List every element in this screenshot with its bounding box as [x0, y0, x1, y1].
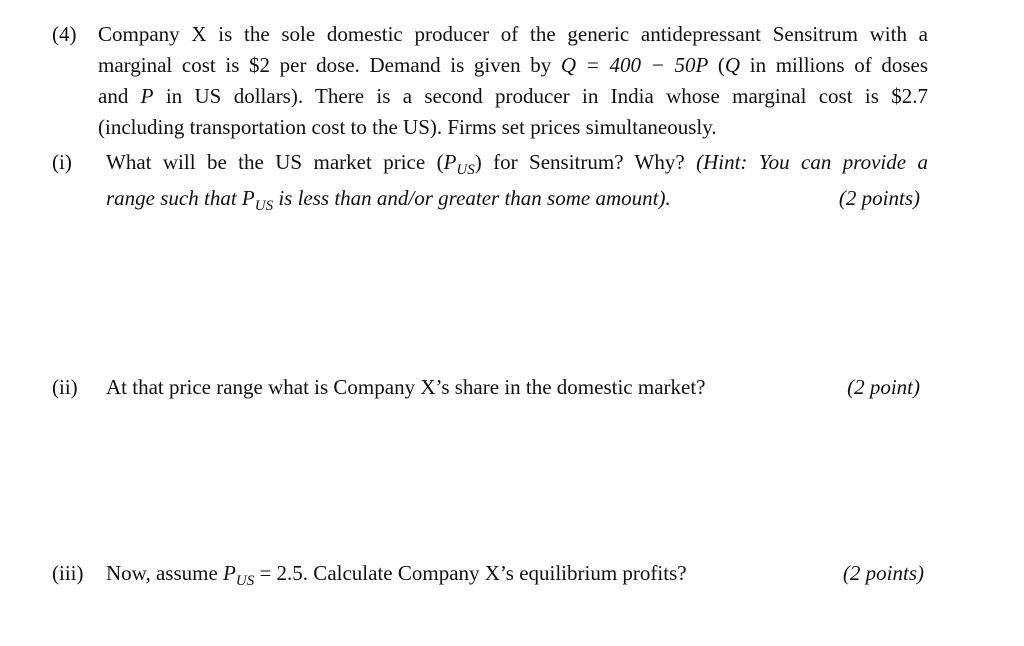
question-number: (4) — [52, 22, 77, 46]
part-ii-text: At that price range what is Company X’s share in the domestic market? — [106, 375, 706, 399]
part-i-hint-b: range such that — [106, 186, 237, 210]
part-iii-points: (2 points) — [842, 561, 924, 585]
part-iii-text-b: = 2.5. Calculate Company X’s equilibrium profits? — [259, 561, 687, 585]
part-i-hint-c: is less than and/or greater than some amount). — [278, 186, 671, 210]
part-iii-label: (iii) — [52, 561, 84, 585]
part-i-points: (2 points) — [838, 186, 920, 210]
part-i-text-b: ) for Sensitrum? Why? — [474, 150, 685, 174]
part-ii-label: (ii) — [52, 375, 78, 399]
part-iii-text-a: Now, assume — [106, 561, 218, 585]
intro-line-2-tail: in millions of doses — [749, 53, 928, 77]
intro-line-1: Company X is the sole domestic producer of the generic antidepressant Sensitrum with a — [98, 22, 928, 46]
intro-line-3-text: in US dollars). There is a second producer in India whose marginal cost is $2.7 — [165, 84, 929, 108]
intro-line-2 — [98, 51, 928, 79]
part-i-text-a: What will be the US market price ( — [106, 150, 444, 174]
part-ii-points: (2 point) — [847, 375, 920, 399]
part-i-hint-sub: US — [254, 198, 274, 214]
part-i-sub: US — [456, 162, 475, 178]
part-iii-sub: US — [235, 573, 255, 589]
intro-line-3-and: and — [98, 84, 129, 108]
q-variable: Q — [724, 53, 741, 77]
part-i-hint-a: (Hint: You can provide a — [696, 150, 928, 174]
intro-line-2-text: marginal cost is $2 per dose. Demand is given by — [98, 53, 552, 77]
part-i-line-1 — [106, 148, 928, 179]
paren-open: ( — [717, 53, 725, 77]
p-variable: P — [140, 84, 154, 108]
part-i-hint-var: P — [241, 186, 255, 210]
intro-line-4: (including transportation cost to the US). Firms set prices simultaneously. — [98, 115, 717, 139]
intro-line-3 — [98, 82, 928, 110]
part-iii-text — [106, 559, 687, 590]
part-i-line-2 — [106, 184, 671, 215]
demand-equation: Q = 400 − 50P — [560, 53, 709, 77]
part-i-var: P — [443, 150, 457, 174]
part-i-label: (i) — [52, 150, 72, 174]
part-iii-var: P — [223, 561, 236, 585]
